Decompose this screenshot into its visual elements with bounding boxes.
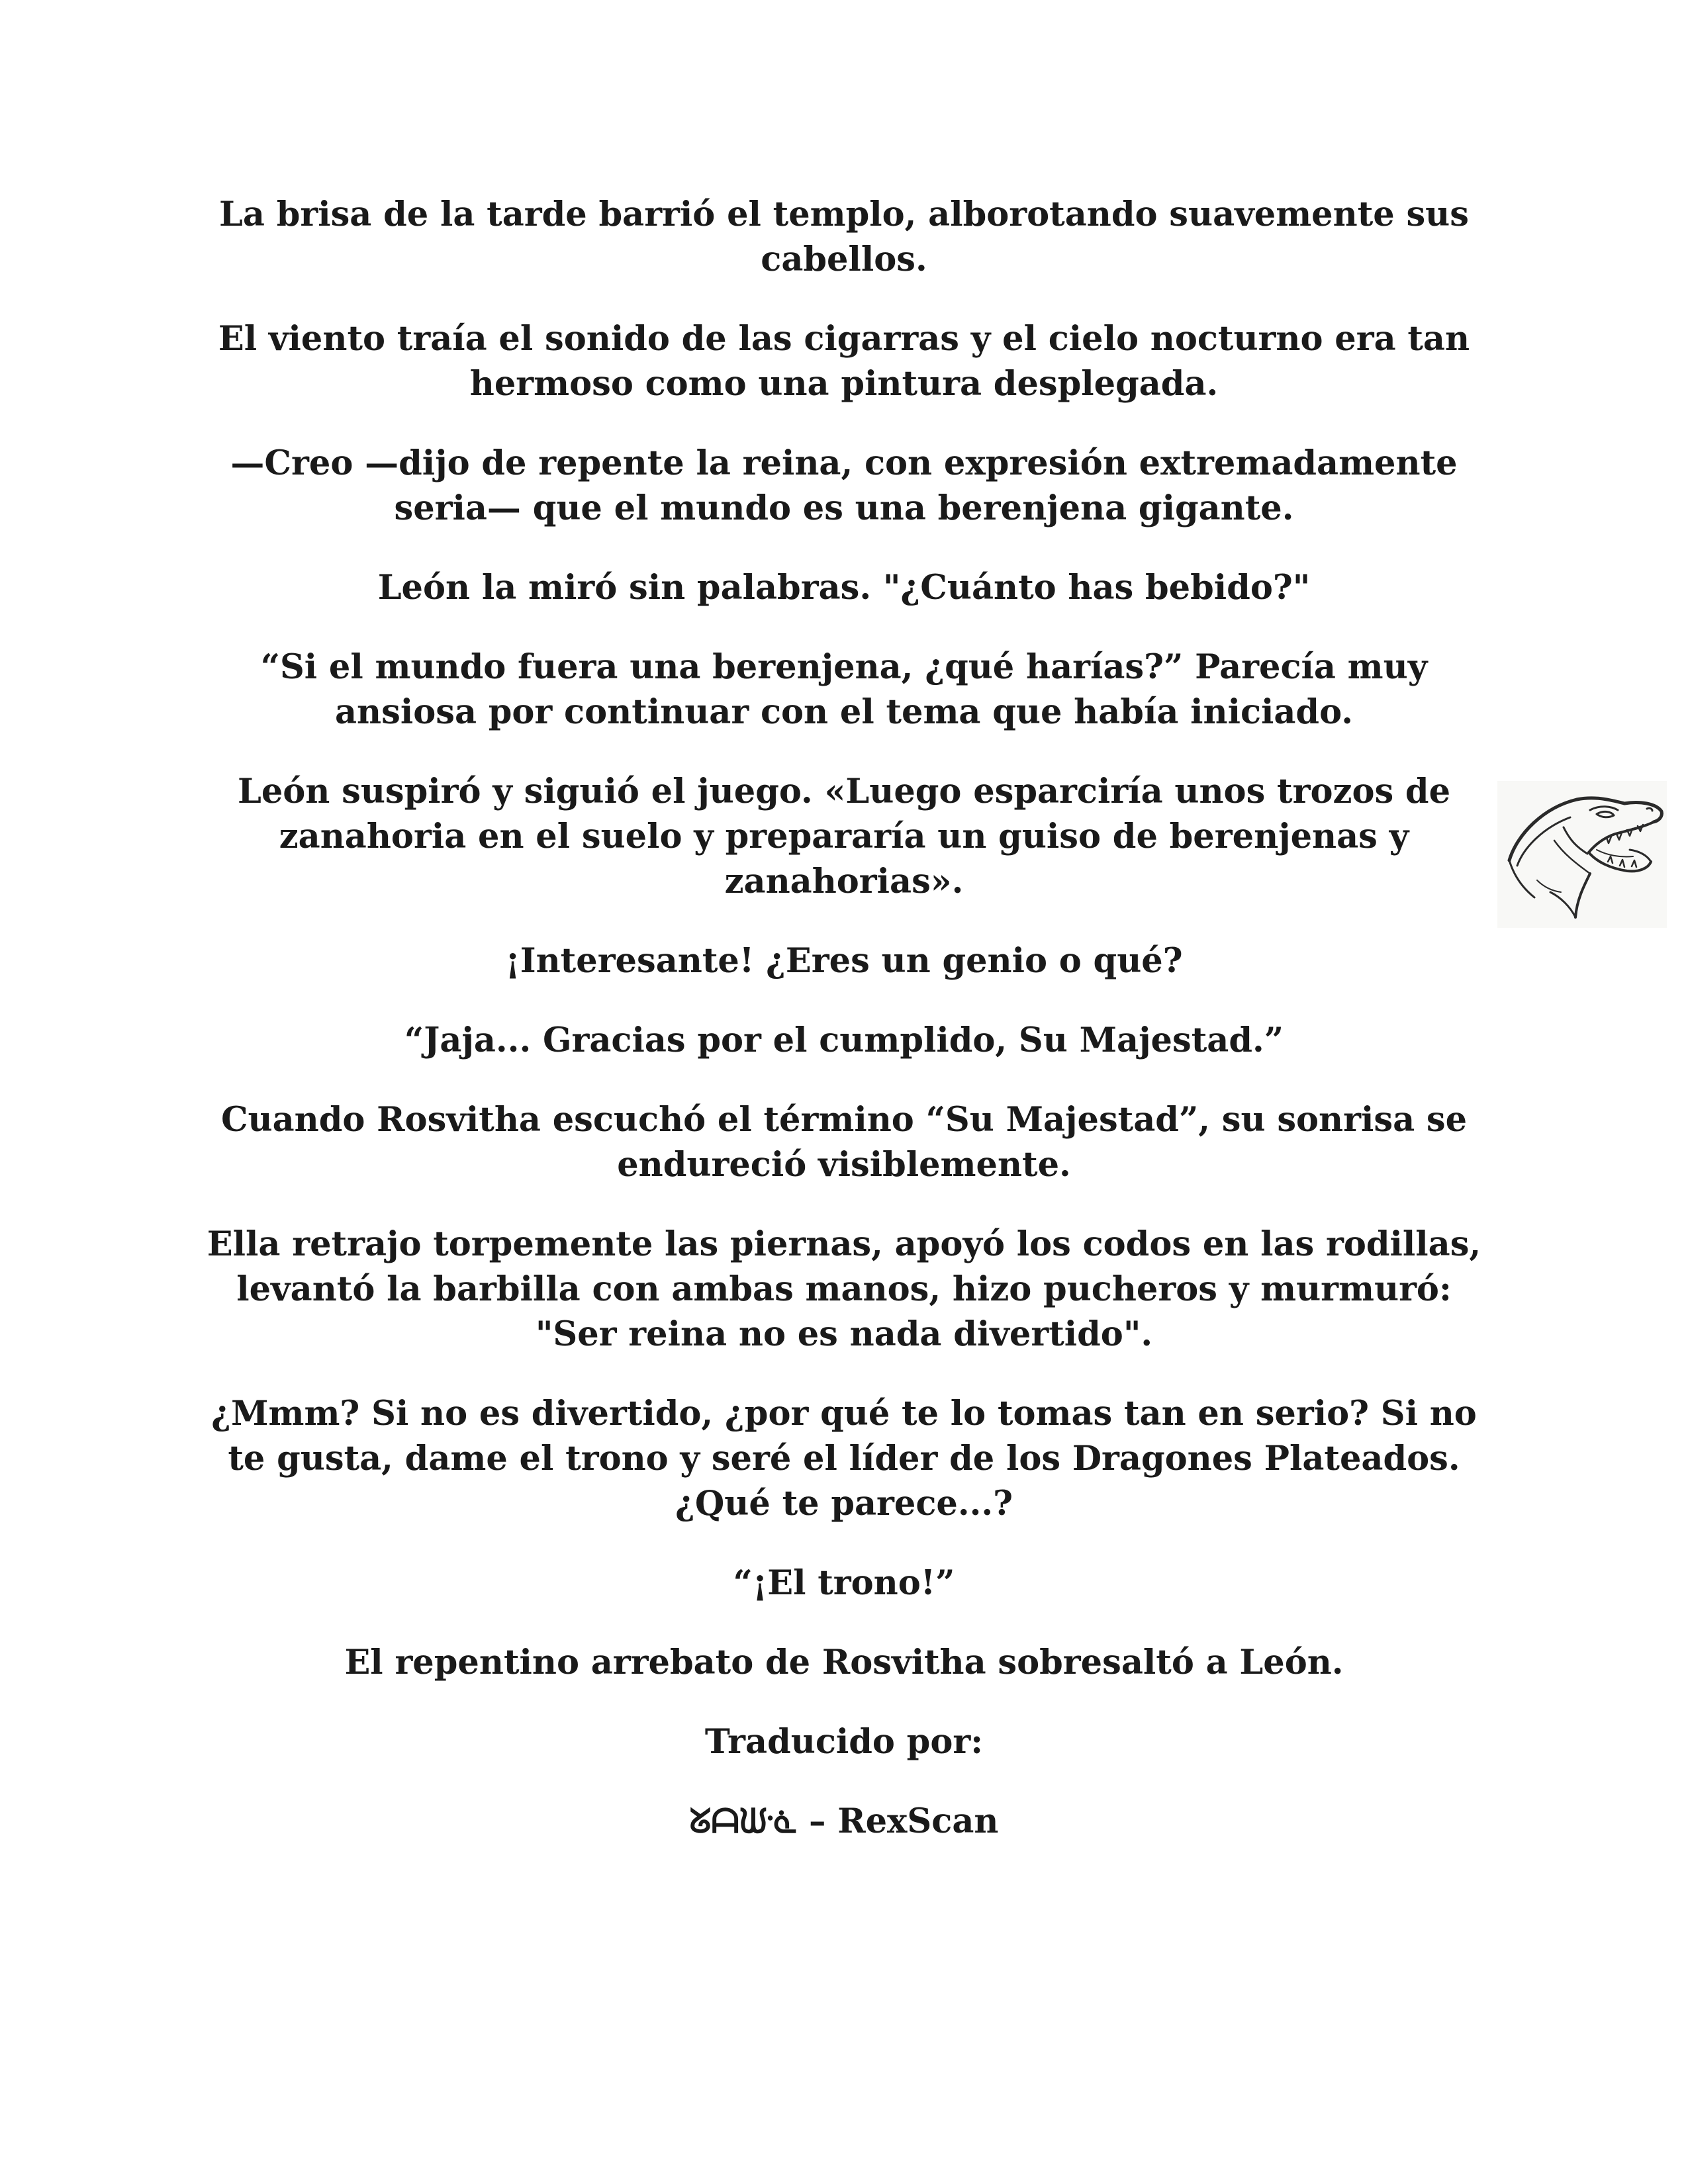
credits-translator: ᘜᗩᙎᓍ – RexScan [689,1801,999,1841]
paragraph: “Jaja... Gracias por el cumplido, Su Majestad.” [404,1021,1284,1060]
paragraph: ¡Interesante! ¿Eres un genio o qué? [505,941,1183,981]
paragraph: El viento traía el sonido de las cigarras y el cielo nocturno era tan hermoso como una pintura desplegada. [218,319,1470,404]
story-text [199,192,1489,1844]
paragraph: León la miró sin palabras. "¿Cuánto has bebido?" [377,568,1311,608]
paragraph: ¿Mmm? Si no es divertido, ¿por qué te lo tomas tan en serio? Si no te gusta, dame el trono y seré el líder de los Dragones Plateados. ¿Qué te parece...? [211,1394,1477,1524]
paragraph: “¡El trono!” [733,1563,955,1603]
paragraph: —Creo —dijo de repente la reina, con expresión extremadamente seria— que el mundo es una berenjena gigante. [230,443,1458,528]
paragraph: Cuando Rosvitha escuchó el término “Su Majestad”, su sonrisa se endureció visiblemente. [220,1100,1468,1185]
paragraph: La brisa de la tarde barrió el templo, alborotando suavemente sus cabellos. [219,195,1469,279]
dinosaur-head-sketch-icon [1497,781,1667,928]
paragraph: Ella retrajo torpemente las piernas, apoyó los codos en las rodillas, levantó la barbilla con ambas manos, hizo pucheros y murmuró: "Ser reina no es nada divertido". [207,1224,1481,1354]
paragraph: “Si el mundo fuera una berenjena, ¿qué harías?” Parecía muy ansiosa por continuar con el tema que había iniciado. [260,647,1428,732]
paragraph: El repentino arrebato de Rosvitha sobresaltó a León. [344,1643,1344,1682]
paragraph: León suspiró y siguió el juego. «Luego esparciría unos trozos de zanahoria en el suelo y prepararía un guiso de berenjenas y zanahorias». [237,772,1451,901]
credits-label: Traducido por: [704,1722,984,1762]
